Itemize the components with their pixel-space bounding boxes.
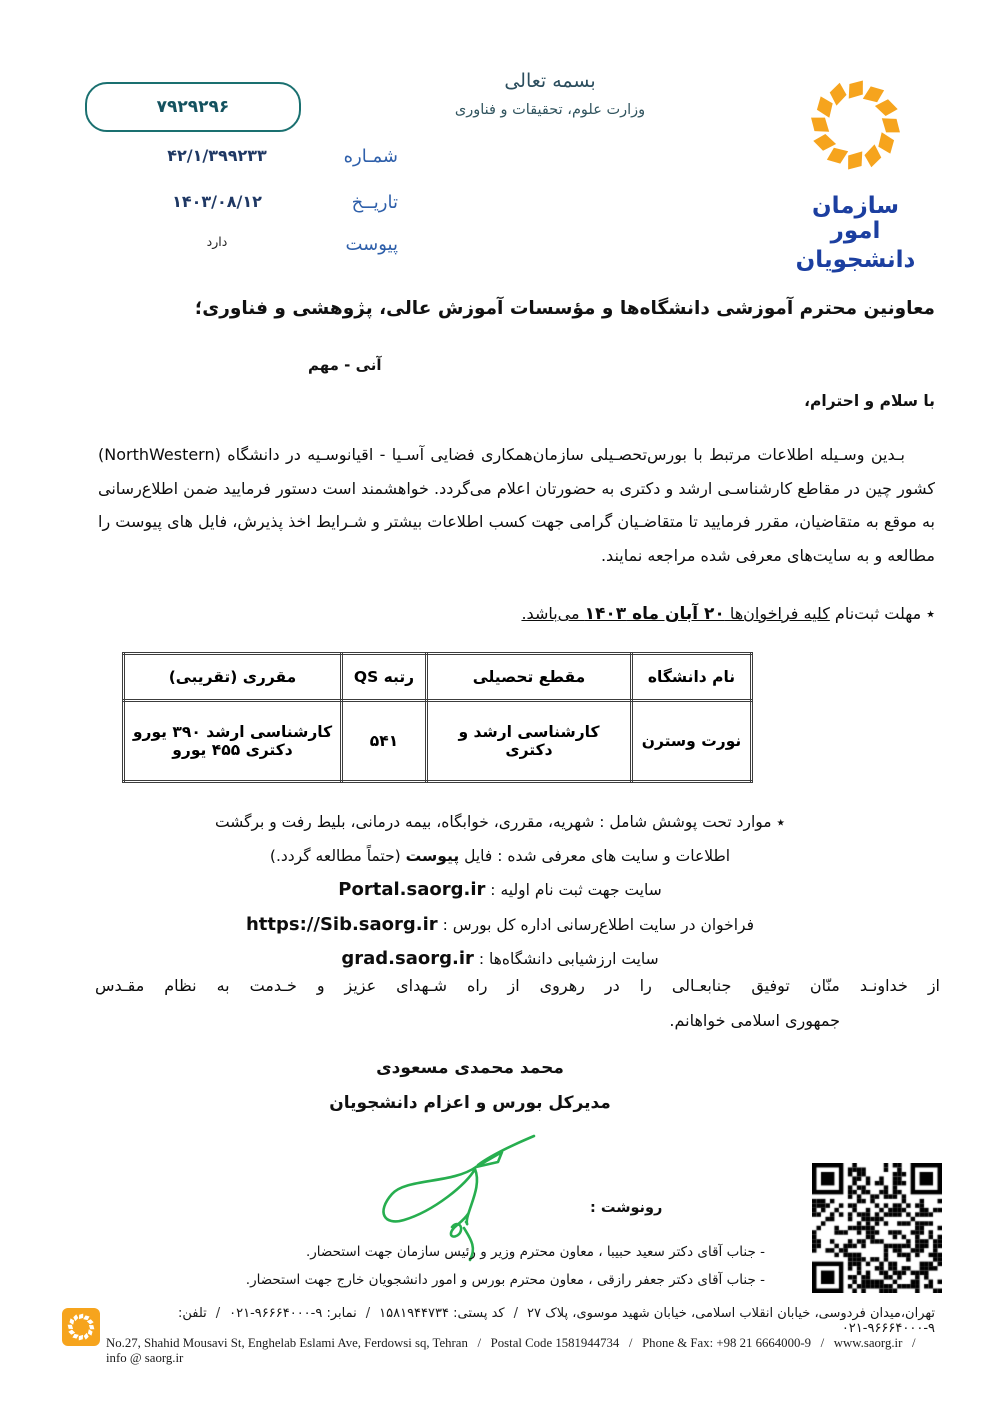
closing-line-1: از خداونـد منّان توفیق جنابعـالی را در رهروی از راه شـهدای عزیز و خـدمت به نظام مقـدس: [95, 976, 940, 995]
cell-qs-rank: ۵۴۱: [342, 701, 427, 782]
header-stipend: مقرری (تقریبی): [124, 654, 342, 701]
footer-fa-tel-value: ۰۲۱-۹۶۶۶۴۰۰۰-۹: [841, 1321, 935, 1336]
closing-line-2: جمهوری اسلامی خواهانم.: [669, 1011, 840, 1030]
ministry-name: وزارت علوم، تحقیقات و فناوری: [454, 102, 646, 118]
stipend-masters: کارشناسی ارشد ۳۹۰ یورو: [132, 723, 333, 741]
cc-item-1: - جناب آقای دکتر سعید حبیبا ، معاون محترم وزیر و رئیس سازمان جهت استحضار.: [305, 1244, 765, 1260]
call-site-url: https://Sib.saorg.ir: [245, 913, 438, 935]
letter-body: بـدین وسـیله اطلاعات مرتبط با بورس‌تحصـیلی سازمان‌همکاری فضایی آسـیا - اقیانوسـیه در دانشگاه (NorthWestern) کشور چین در مقاطع کارشناسـی ارشد و دکتری به حضورتان اعلام می‌گردد. خواهشمند است دستور فرمایید ضمن اطلاع‌رسانی به موقع به متقاضیان، مقرر فرمایید تا متقاضـیان گرامی جهت کسب اطلاعات بیشتر و شـرایط اخذ پذیرش، فایل های پیوست را مطالعه و به سایت‌های معرفی شده مراجعه نمایند.: [98, 445, 935, 565]
footer-fa-fax-label: نمابر:: [326, 1306, 357, 1321]
register-site-url: Portal.saorg.ir: [338, 879, 486, 900]
footer-separator: /: [365, 1306, 371, 1321]
coverage-note: ٭ موارد تحت پوشش شامل : شهریه، مقرری، خوابگاه، بیمه درمانی، بلیط رفت و برگشت: [215, 813, 785, 831]
header-qs-rank: رتبه QS: [342, 654, 427, 701]
footer-address-fa: [105, 1306, 935, 1336]
footer-address-en: No.27, Shahid Mousavi St, Enghelab Eslami Ave, Ferdowsi sq, Tehran / Postal Code 1581944734 / Phone & Fax: +98 21 6664000-9 / www.saorg.ir / info @ saorg.ir: [106, 1336, 926, 1365]
number-label: شمـاره: [343, 146, 398, 167]
deadline-text-1: کلیه فراخوان‌ها: [724, 604, 830, 623]
register-site-label: سایت جهت ثبت نام اولیه :: [485, 881, 662, 899]
files-note-attachment: پیوست: [405, 846, 460, 865]
footer-fa-fax-value: ۰۲۱-۹۶۶۶۴۰۰۰-۹: [229, 1306, 323, 1321]
call-site-label: فراخوان در سایت اطلاع‌رسانی اداره کل بورس :: [437, 915, 755, 934]
eval-site-label: سایت ارزشیابی دانشگاه‌ها :: [473, 950, 659, 968]
cc-item-2: - جناب آقای دکتر جعفر رازقی ، معاون محترم بورس و امور دانشجویان خارج جهت استحضار.: [245, 1272, 765, 1288]
attachment-value: دارد: [206, 234, 228, 249]
header-university: نام دانشگاه: [632, 654, 752, 701]
files-note-suffix: (حتماً مطالعه گردد.): [269, 846, 406, 865]
register-site-line: [92, 873, 908, 908]
footer-fa-postal-value: ۱۵۸۱۹۴۴۷۳۴: [379, 1306, 449, 1321]
recipient-line: معاونین محترم آموزشی دانشگاه‌ها و مؤسسات آموزش عالی، پژوهشی و فناوری؛: [194, 298, 935, 319]
table-header-row: [124, 654, 752, 701]
eval-site-line: [92, 942, 908, 977]
scholarship-table: [122, 652, 753, 783]
org-name-line1: سازمان امور: [811, 193, 899, 244]
sun-petals-logo-icon: [793, 68, 918, 186]
date-value: ۱۴۰۳/۰۸/۱۲: [172, 192, 262, 211]
header-degree: مقطع تحصیلی: [427, 654, 632, 701]
number-value: ۴۲/۱/۳۹۹۲۳۳: [167, 146, 267, 165]
deadline-text-2: می‌باشد.: [521, 604, 585, 623]
attachment-label: پیوست: [345, 234, 398, 255]
stipend-phd: دکتری ۴۵۵ یورو: [172, 741, 293, 759]
deadline-line: [521, 604, 935, 624]
signer-title: مدیرکل بورس و اعزام دانشجویان: [329, 1093, 611, 1113]
files-note: [92, 840, 908, 874]
footer-fa-tel-label: تلفن:: [178, 1306, 207, 1321]
org-name-line2: دانشجویان: [795, 247, 916, 273]
footer-fa-postal-label: کد پستی:: [453, 1306, 505, 1321]
files-note-prefix: اطلاعات و سایت های معرفی شده : فایل: [459, 846, 731, 865]
besmele-block: [400, 70, 700, 118]
cc-label: رونوشت :: [590, 1200, 663, 1216]
cell-degree: کارشناسی ارشد و دکتری: [427, 701, 632, 782]
footer-separator: /: [513, 1306, 518, 1321]
priority-note: آنی - مهم: [308, 356, 382, 374]
eval-site-url: grad.saorg.ir: [341, 948, 474, 969]
stamp-number-box: [85, 82, 301, 132]
cc-list: [246, 1238, 765, 1294]
cell-stipend: [124, 701, 342, 782]
salutation: با سلام و احترام،: [804, 392, 935, 410]
footer-fa-address: تهران،میدان فردوسی، خیابان انقلاب اسلامی، خیابان شهید موسوی، پلاک ۲۷: [527, 1306, 935, 1321]
deadline-prefix: ٭ مهلت ثبت‌نام: [829, 604, 935, 623]
deadline-date: ۲۰ آبان ماه ۱۴۰۳: [584, 604, 725, 624]
footer-separator: /: [215, 1306, 221, 1321]
table-row: [124, 701, 752, 782]
notes-block: [92, 806, 908, 977]
besmele-text: بسمه تعالی: [504, 70, 596, 92]
footer-logo-icon: [62, 1308, 100, 1346]
stamp-number: ۷۹۲۹۲۹۶: [156, 97, 230, 117]
org-logo: [788, 68, 923, 273]
call-site-line: [92, 908, 908, 943]
cell-university: نورت وسترن: [632, 701, 752, 782]
qr-code: [812, 1163, 942, 1293]
date-label: تاریــخ: [351, 192, 398, 213]
signer-name: محمد محمدی مسعودی: [376, 1058, 564, 1078]
